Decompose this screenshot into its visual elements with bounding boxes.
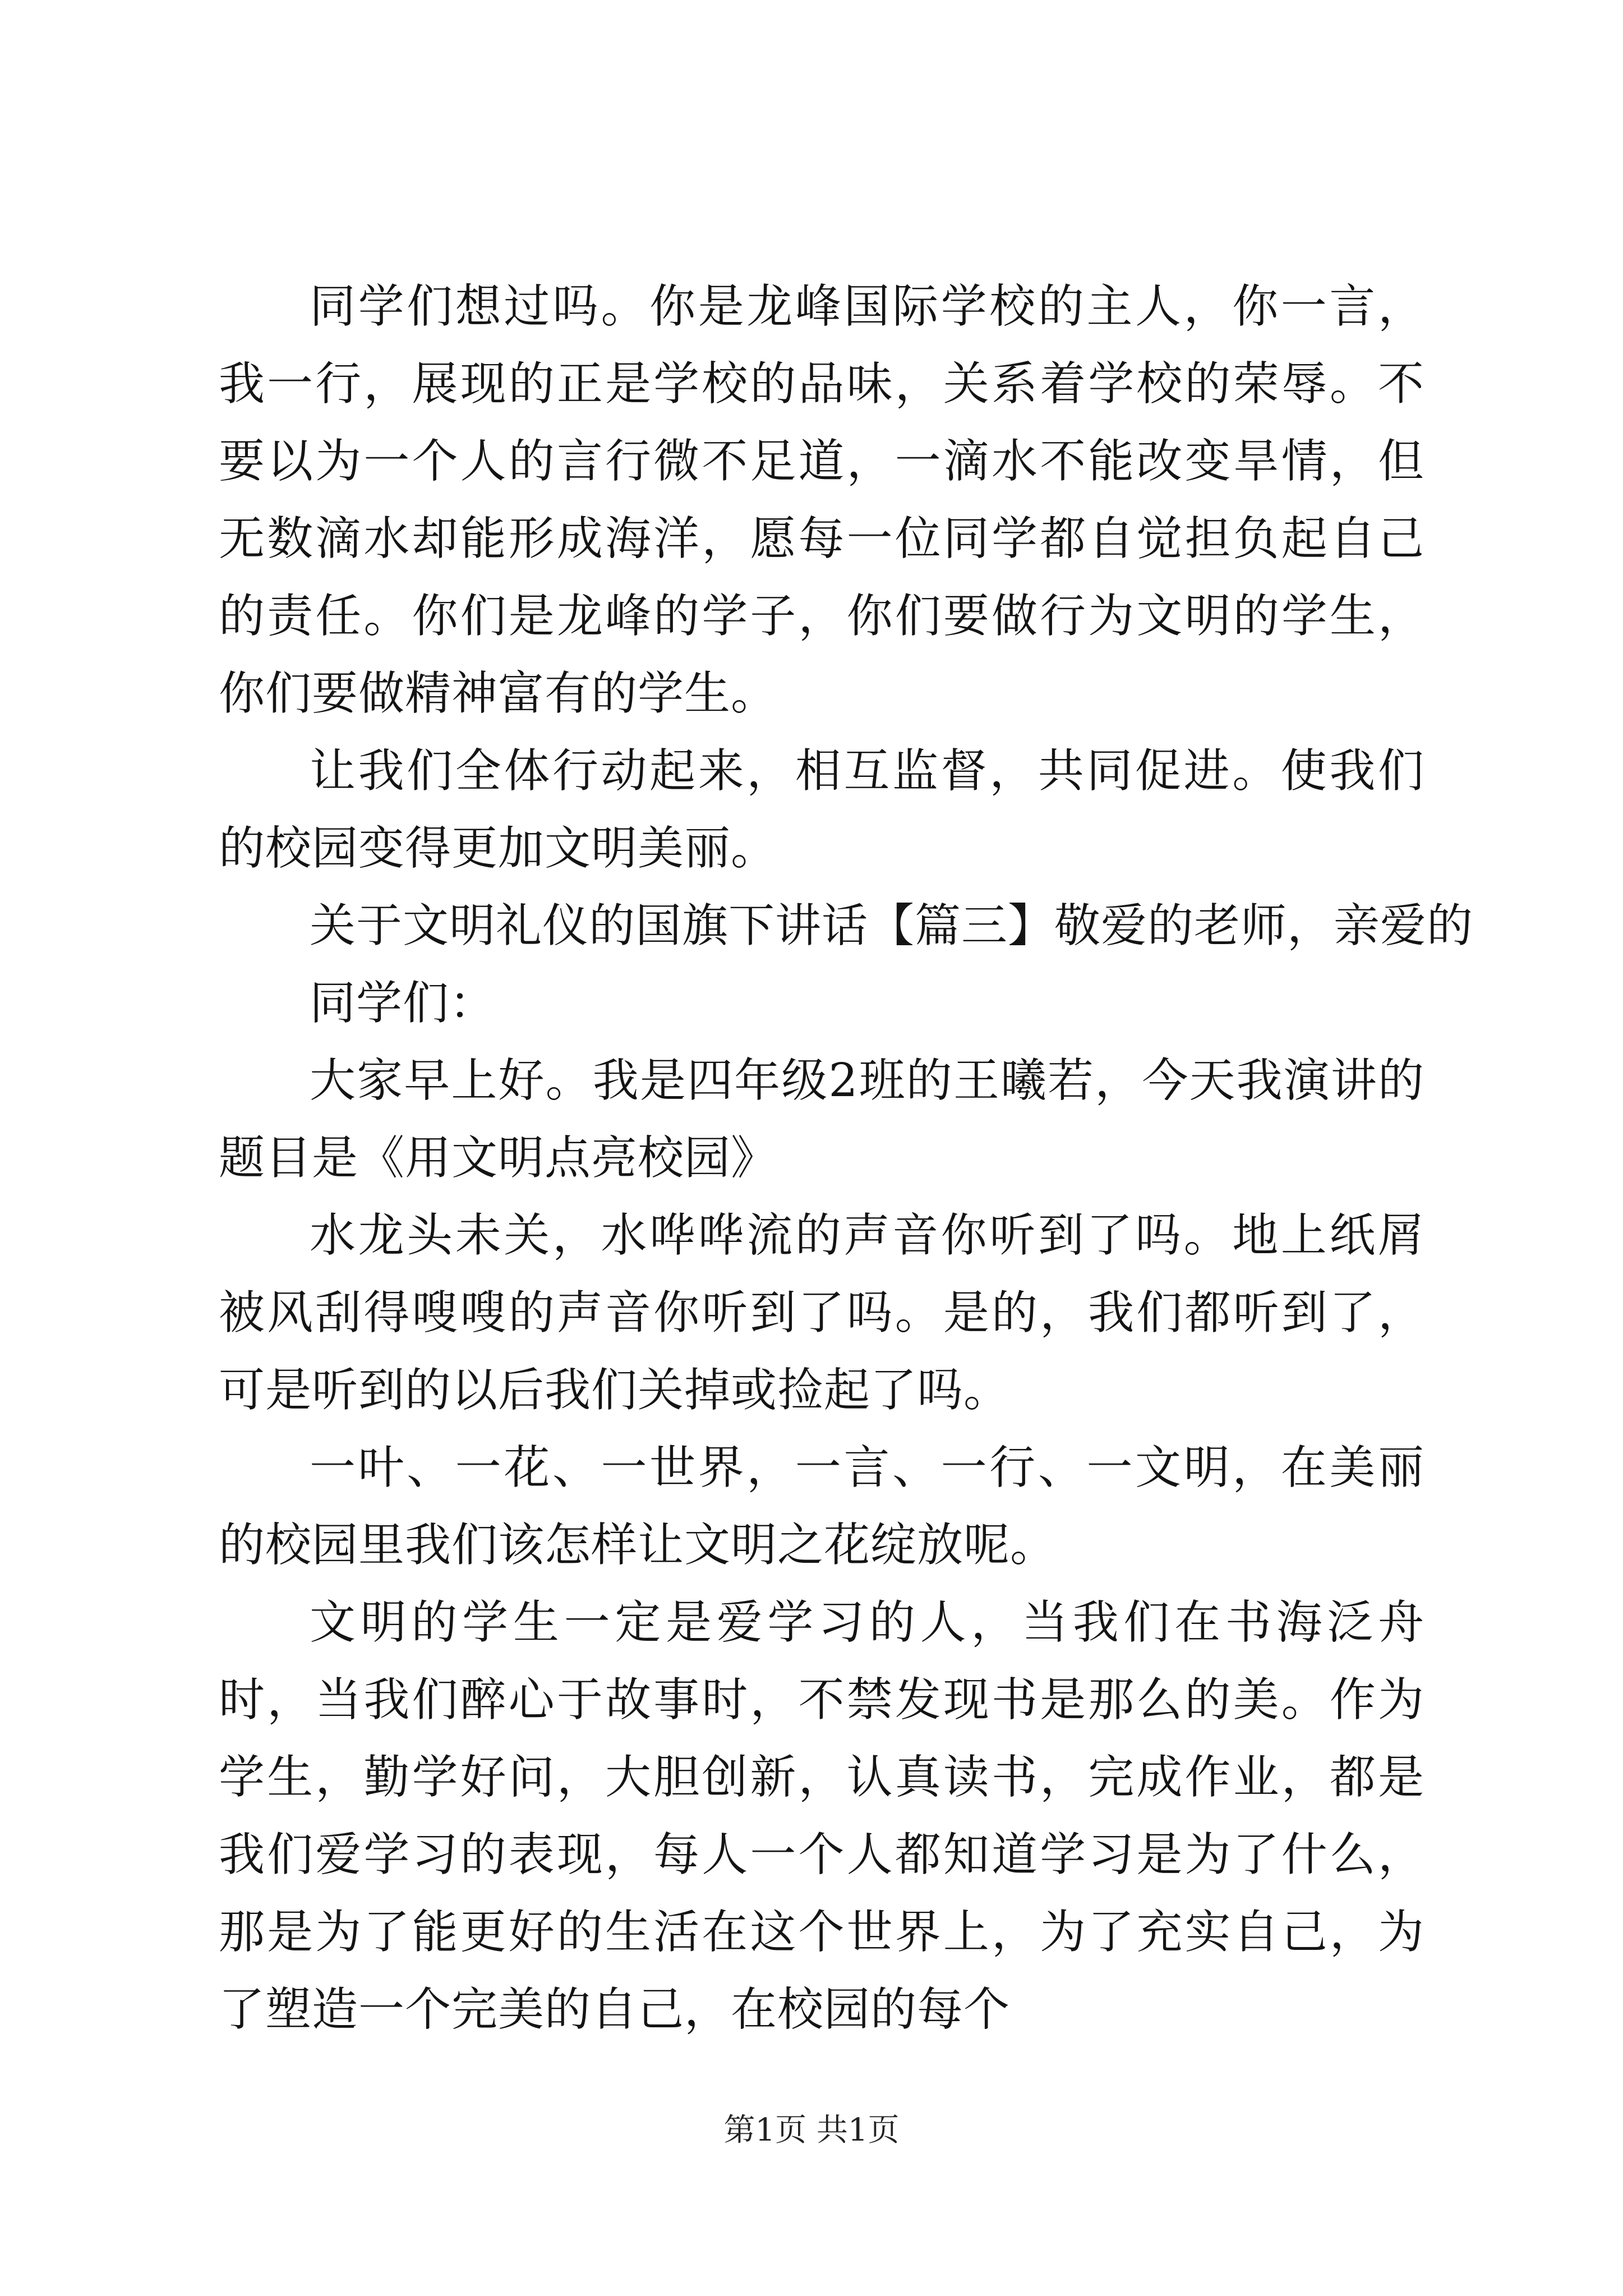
paragraph: 大家早上好。我是四年级2班的王曦若，今天我演讲的题目是《用文明点亮校园》	[219, 1054, 1424, 1185]
paragraph: 让我们全体行动起来，相互监督，共同促进。使我们的校园变得更加文明美丽。	[219, 744, 1424, 875]
paragraph: 文明的学生一定是爱学习的人，当我们在书海泛舟时，当我们醉心于故事时，不禁发现书是那么的美。作为学生，勤学好问，大胆创新，认真读书，完成作业，都是我们爱学习的表现，每人一个人都知道学习是为了什么，那是为了能更好的生活在这个世界上，为了充实自己，为了塑造一个完美的自己，在校园的每个	[219, 1596, 1424, 2036]
section-heading: 关于文明礼仪的国旗下讲话【篇三】敬爱的老师，亲爱的	[310, 899, 1474, 953]
document-body	[219, 268, 1474, 2049]
paragraph: 一叶、一花、一世界，一言、一行、一文明，在美丽的校园里我们该怎样让文明之花绽放呢。	[219, 1441, 1424, 1572]
paragraph: 水龙头未关，水哗哗流的声音你听到了吗。地上纸屑被风刮得嗖嗖的声音你听到了吗。是的，我们都听到了，可是听到的以后我们关掉或捡起了吗。	[219, 1209, 1424, 1417]
paragraph: 同学们想过吗。你是龙峰国际学校的主人，你一言，我一行，展现的正是学校的品味，关系着学校的荣辱。不要以为一个人的言行微不足道，一滴水不能改变旱情，但无数滴水却能形成海洋，愿每一位同学都自觉担负起自己的责任。你们是龙峰的学子，你们要做行为文明的学生，你们要做精神富有的学生。	[219, 280, 1424, 720]
page-footer: 第1页 共1页	[723, 2112, 900, 2148]
salutation: 同学们：	[310, 977, 496, 1030]
